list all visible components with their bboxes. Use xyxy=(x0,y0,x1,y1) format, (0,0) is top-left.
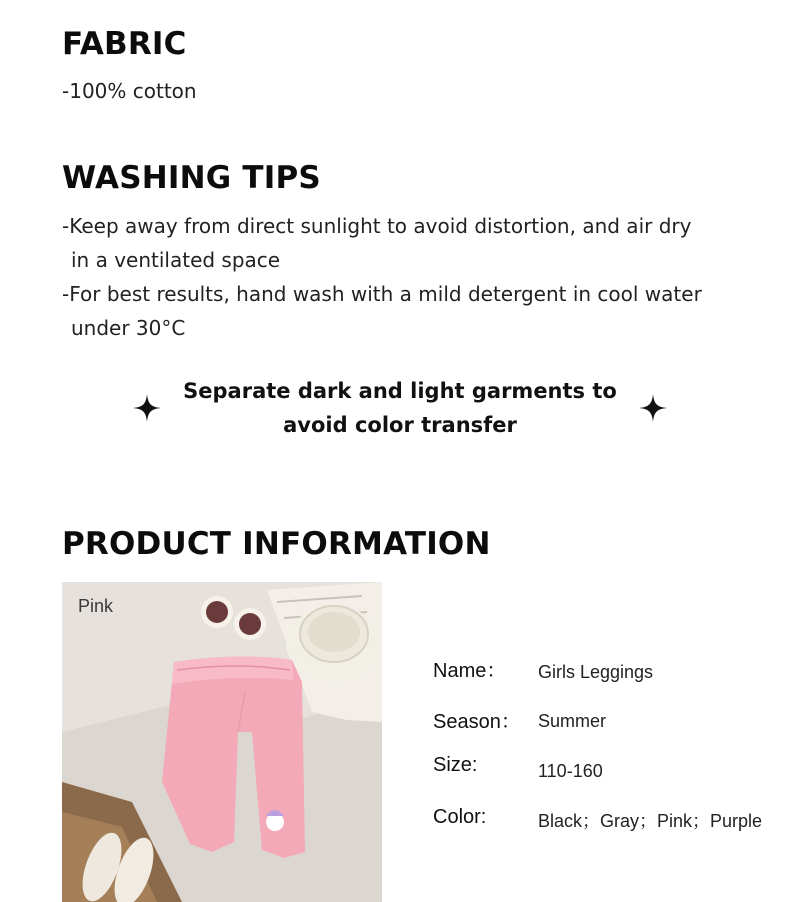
product-photo xyxy=(62,582,382,902)
season-value: Summer xyxy=(538,711,607,731)
notice-line-1: Separate dark and light garments to xyxy=(183,379,617,403)
name-label: Name： xyxy=(433,660,507,682)
color-value: Black；Gray；Pink；Purple xyxy=(538,811,763,831)
color-label: Color: xyxy=(433,806,487,828)
product-info-heading: PRODUCT INFORMATION xyxy=(62,526,491,562)
washing-tip-1-line1: -Keep away from direct sunlight to avoid distortion, and air dry xyxy=(62,214,692,238)
color-transfer-notice xyxy=(180,374,620,442)
washing-tip-2-line1: -For best results, hand wash with a mild detergent in cool water xyxy=(62,282,702,306)
size-value: 110-160 xyxy=(538,761,603,781)
season-label: Season： xyxy=(433,711,521,733)
sparkle-right-icon xyxy=(639,394,667,422)
photo-color-tag: Pink xyxy=(78,596,114,616)
washing-tip-1-line2: in a ventilated space xyxy=(71,248,281,272)
product-photo-illustration xyxy=(62,582,382,902)
washing-tips-heading: WASHING TIPS xyxy=(62,160,321,196)
size-label: Size: xyxy=(433,754,478,776)
name-value: Girls Leggings xyxy=(538,662,654,682)
notice-line-2: avoid color transfer xyxy=(283,413,517,437)
washing-tip-2-line2: under 30°C xyxy=(71,316,186,340)
fabric-line: -100% cotton xyxy=(62,79,197,103)
fabric-heading: FABRIC xyxy=(62,26,187,62)
sparkle-left-icon xyxy=(133,394,161,422)
